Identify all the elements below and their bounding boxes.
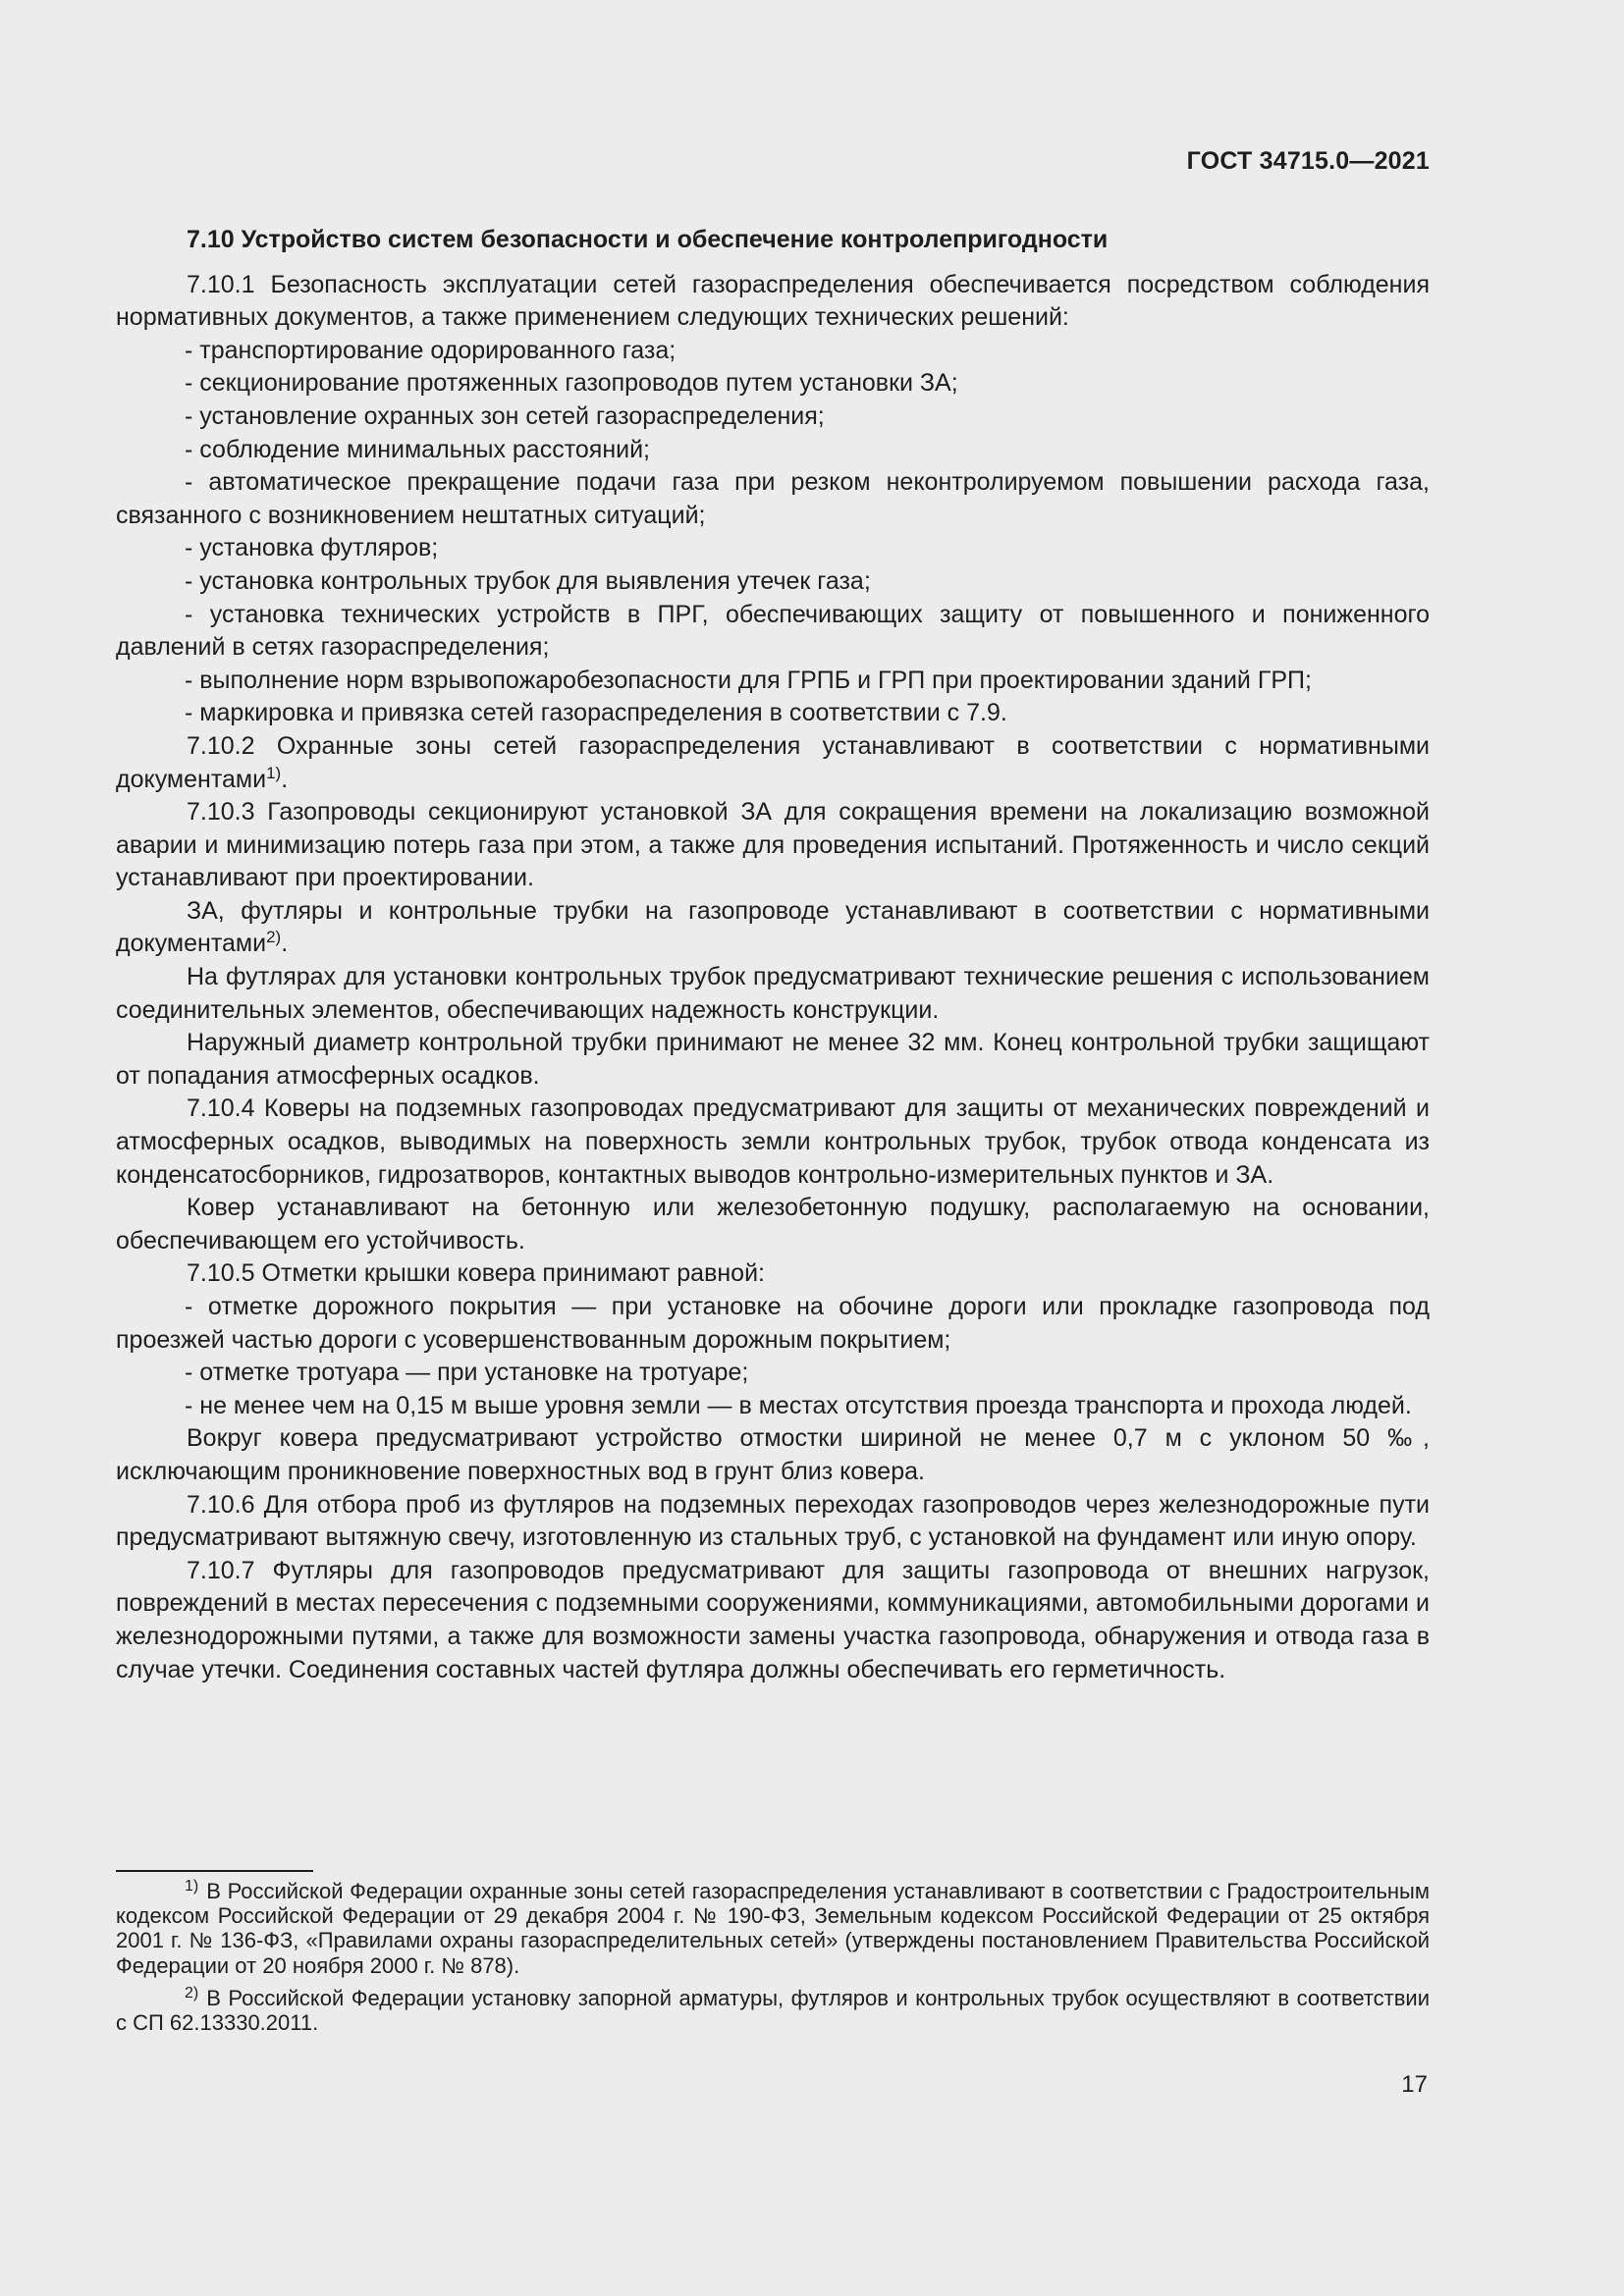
paragraph-punct: . (281, 765, 289, 793)
paragraph-text: - выполнение норм взрывопожаробезопасности для ГРПБ и ГРП при проектировании зданий ГРП; (185, 666, 1312, 694)
paragraph-text: - маркировка и привязка сетей газораспределения в соответствии с 7.9. (185, 699, 1007, 727)
footnote-mark: 1) (185, 1878, 199, 1895)
paragraph-text: ЗА, футляры и контрольные трубки на газопроводе устанавливают в соответствии с нормативными документами (116, 896, 1430, 958)
paragraph (116, 1257, 1430, 1291)
list-item (116, 599, 1430, 665)
paragraph-text: 7.10.3 Газопроводы секционируют установкой ЗА для сокращения времени на локализацию возможной аварии и минимизацию потерь газа при этом, а также для проведения испытаний. Протяженность и число секций устанавливают при проектировании. (116, 798, 1430, 892)
paragraph-text: - установка технических устройств в ПРГ, обеспечивающих защиту от повышенного и пониженного давлений в сетях газораспределения; (116, 600, 1430, 662)
list-item (116, 400, 1430, 434)
document-code: ГОСТ 34715.0—2021 (1186, 147, 1430, 175)
footnotes (116, 1879, 1430, 2043)
paragraph (116, 961, 1430, 1027)
list-item (116, 1390, 1430, 1423)
paragraph-text: - установка контрольных трубок для выявления утечек газа; (185, 566, 871, 595)
paragraph-text: Наружный диаметр контрольной трубки принимают не менее 32 мм. Конец контрольной трубки защищают от попадания атмосферных осадков. (116, 1029, 1430, 1090)
footnote (116, 1879, 1430, 1978)
footnote-text: В Российской Федерации охранные зоны сетей газораспределения устанавливают в соответствии с Градостроительным кодексом Российской Федерации от 29 декабря 2004 г. № 190-ФЗ, Земельным кодексом Российской Федерации от 25 октября 2001 г. № 136-ФЗ, «Правилами охраны газораспределительных сетей» (утверждены постановлением Правительства Российской Федерации от 20 ноября 2000 г. № 878). (116, 1879, 1430, 1978)
paragraph-text: 7.10.1 Безопасность эксплуатации сетей газораспределения обеспечивается посредством соблюдения нормативных документов, а также применением следующих технических решений: (116, 270, 1430, 332)
paragraph-text: Ковер устанавливают на бетонную или железобетонную подушку, располагаемую на основании, обеспечивающем его устойчивость. (116, 1194, 1430, 1255)
paragraph-text: - не менее чем на 0,15 м выше уровня земли — в местах отсутствия проезда транспорта и прохода людей. (185, 1391, 1412, 1419)
paragraph-text: - автоматическое прекращение подачи газа при резком неконтролируемом повышении расхода газа, связанного с возникновением нештатных ситуаций; (116, 468, 1430, 529)
paragraph-text: - транспортирование одорированного газа; (185, 336, 677, 364)
paragraph-text: - отметке дорожного покрытия — при установке на обочине дороги или прокладке газопровода под проезжей частью дороги с усовершенствованным дорожным покрытием; (116, 1293, 1430, 1354)
paragraph (116, 1555, 1430, 1686)
paragraph-text: - секционирование протяженных газопроводов путем установки ЗА; (185, 369, 958, 398)
footnote (116, 1986, 1430, 2035)
page-number: 17 (1401, 2071, 1428, 2098)
paragraph-text: - установление охранных зон сетей газораспределения; (185, 401, 825, 430)
paragraph (116, 1027, 1430, 1093)
footnote-mark: 2) (185, 1984, 199, 2002)
document-body (116, 224, 1430, 1686)
footnote-text: В Российской Федерации установку запорной арматуры, футляров и контрольных трубок осуществляют в соответствии с СП 62.13330.2011. (116, 1985, 1430, 2036)
paragraph (116, 1192, 1430, 1257)
paragraph (116, 796, 1430, 895)
paragraph-punct: . (281, 930, 289, 958)
paragraph-text: 7.10.4 Коверы на подземных газопроводах предусматривают для защиты от механических повреждений и атмосферных осадков, выводимых на поверхность земли контрольных трубок, трубок отвода конденсата из конденсатосборников, гидрозатворов, контактных выводов контрольно-измерительных пунктов и ЗА. (116, 1095, 1430, 1189)
paragraph-text: 7.10.7 Футляры для газопроводов предусматривают для защиты газопровода от внешних нагрузок, повреждений в местах пересечения с подземными сооружениями, коммуникациями, автомобильными дорогами и железнодорожными путями, а также для возможности замены участка газопровода, обнаружения и отвода газа в случае утечки. Соединения составных частей футляра должны обеспечивать его герметичность. (116, 1556, 1430, 1683)
list-item (116, 532, 1430, 565)
paragraph (116, 1489, 1430, 1555)
paragraph-list (116, 269, 1430, 1687)
paragraph-text: 7.10.6 Для отбора проб из футляров на подземных переходах газопроводов через железнодорожные пути предусматривают вытяжную свечу, изготовленную из стальных труб, с установкой на фундамент или иную опору. (116, 1490, 1430, 1552)
footnote-separator (116, 1870, 313, 1872)
list-item (116, 434, 1430, 467)
section-heading: 7.10 Устройство систем безопасности и обеспечение контролепригодности (187, 226, 1109, 253)
paragraph (116, 730, 1430, 796)
paragraph-text: 7.10.5 Отметки крышки ковера принимают равной: (187, 1259, 765, 1288)
list-item (116, 565, 1430, 599)
paragraph-text: - установка футляров; (185, 534, 439, 562)
list-item (116, 1291, 1430, 1357)
paragraph-text: На футлярах для установки контрольных трубок предусматривают технические решения с использованием соединительных элементов, обеспечивающих надежность конструкции. (116, 963, 1430, 1024)
list-item (116, 665, 1430, 698)
paragraph (116, 895, 1430, 961)
paragraph (116, 1093, 1430, 1192)
paragraph-text: - отметке тротуара — при установке на тротуаре; (185, 1359, 749, 1387)
footnote-ref[interactable]: 2) (266, 928, 282, 947)
paragraph-text: Вокруг ковера предусматривают устройство отмостки шириной не менее 0,7 м с уклоном 50 ‰, исключающим проникновение поверхностных вод в грунт близ ковера. (116, 1424, 1430, 1485)
list-item (116, 466, 1430, 532)
footnote-ref[interactable]: 1) (266, 763, 282, 782)
list-item (116, 1357, 1430, 1390)
list-item (116, 335, 1430, 368)
paragraph (116, 269, 1430, 335)
paragraph (116, 1422, 1430, 1488)
list-item (116, 367, 1430, 400)
paragraph-text: 7.10.2 Охранные зоны сетей газораспределения устанавливают в соответствии с нормативными документами (116, 731, 1430, 793)
list-item (116, 697, 1430, 730)
paragraph-text: - соблюдение минимальных расстояний; (185, 435, 650, 463)
